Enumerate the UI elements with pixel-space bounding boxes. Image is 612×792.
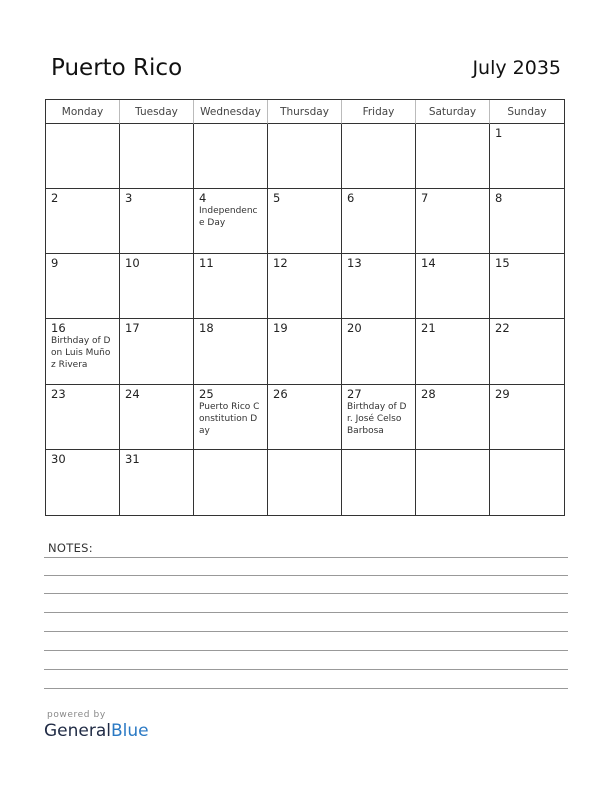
generalblue-logo[interactable] [44,721,149,741]
day-number: 3 [125,191,133,206]
day-number: 31 [125,451,140,466]
weekday-header: Sunday [490,100,564,124]
calendar-day-cell[interactable] [490,124,564,189]
day-number: 5 [273,191,281,206]
calendar-day-cell[interactable] [416,189,490,254]
weekday-header: Wednesday [194,100,268,124]
notes-line [44,612,568,613]
day-number: 4 [199,191,207,206]
calendar-day-cell[interactable] [46,124,120,189]
calendar-day-cell[interactable] [194,319,268,384]
calendar-day-cell[interactable] [342,254,416,319]
calendar-day-cell[interactable] [416,254,490,319]
calendar-day-cell[interactable] [416,319,490,384]
calendar-day-cell[interactable] [268,385,342,450]
weekday-header: Monday [46,100,120,124]
calendar-grid [45,99,565,516]
calendar-day-cell[interactable] [342,319,416,384]
day-number: 13 [347,256,362,271]
calendar-day-cell[interactable] [342,450,416,515]
day-number: 23 [51,386,66,401]
notes-line [44,593,568,594]
calendar-day-cell[interactable] [342,385,416,450]
calendar-day-cell[interactable] [268,319,342,384]
calendar-day-cell[interactable] [46,189,120,254]
calendar-day-cell[interactable] [268,189,342,254]
day-number: 20 [347,321,362,336]
day-number: 22 [495,321,510,336]
weekday-header: Thursday [268,100,342,124]
notes-line [44,688,568,689]
day-number: 18 [199,321,214,336]
calendar-day-cell[interactable] [46,254,120,319]
day-number: 10 [125,256,140,271]
calendar-day-cell[interactable] [194,385,268,450]
day-number: 12 [273,256,288,271]
day-number: 28 [421,386,436,401]
calendar-day-cell[interactable] [268,124,342,189]
day-number: 9 [51,256,59,271]
calendar-day-cell[interactable] [416,450,490,515]
day-number: 8 [495,191,503,206]
notes-line [44,650,568,651]
day-number: 21 [421,321,436,336]
day-number: 11 [199,256,214,271]
calendar-day-cell[interactable] [194,189,268,254]
calendar-day-cell[interactable] [490,319,564,384]
brand-blue: Blue [111,721,149,741]
holiday-label: Puerto Rico Constitution Day [199,401,260,436]
weekday-header: Saturday [416,100,490,124]
calendar-day-cell[interactable] [120,319,194,384]
day-number: 16 [51,321,66,336]
day-number: 15 [495,256,510,271]
calendar-day-cell[interactable] [46,385,120,450]
calendar-day-cell[interactable] [342,189,416,254]
day-number: 19 [273,321,288,336]
calendar-day-cell[interactable] [490,254,564,319]
day-number: 17 [125,321,140,336]
day-number: 14 [421,256,436,271]
calendar-day-cell[interactable] [194,254,268,319]
notes-line [44,631,568,632]
calendar-day-cell[interactable] [120,189,194,254]
holiday-label: Birthday of Don Luis Muñoz Rivera [51,336,111,371]
holiday-label: Birthday of Dr. José Celso Barbosa [347,401,407,436]
holiday-label: Independence Day [199,206,258,229]
powered-by-text: powered by [47,710,106,720]
weekday-header: Friday [342,100,416,124]
day-number: 25 [199,386,214,401]
calendar-day-cell[interactable] [490,189,564,254]
calendar-day-cell[interactable] [120,254,194,319]
calendar-day-cell[interactable] [120,385,194,450]
calendar-day-cell[interactable] [120,124,194,189]
day-number: 30 [51,451,66,466]
calendar-day-cell[interactable] [490,450,564,515]
calendar-day-cell[interactable] [194,124,268,189]
brand-general: General [44,721,111,741]
calendar-day-cell[interactable] [194,450,268,515]
weekday-header: Tuesday [120,100,194,124]
notes-label: NOTES: [48,541,93,555]
day-number: 27 [347,386,362,401]
calendar-day-cell[interactable] [268,254,342,319]
calendar-day-cell[interactable] [416,385,490,450]
calendar-day-cell[interactable] [342,124,416,189]
day-number: 2 [51,191,59,206]
calendar-day-cell[interactable] [120,450,194,515]
calendar-day-cell[interactable] [268,450,342,515]
day-number: 24 [125,386,140,401]
day-number: 29 [495,386,510,401]
notes-line [44,557,568,558]
notes-line [44,669,568,670]
calendar-day-cell[interactable] [490,385,564,450]
day-number: 26 [273,386,288,401]
calendar-day-cell[interactable] [416,124,490,189]
day-number: 7 [421,191,429,206]
notes-line [44,575,568,576]
calendar-day-cell[interactable] [46,450,120,515]
calendar-day-cell[interactable] [46,319,120,384]
day-number: 6 [347,191,355,206]
calendar-month-title: July 2035 [472,57,561,79]
calendar-country-title: Puerto Rico [51,55,183,81]
day-number: 1 [495,126,503,140]
